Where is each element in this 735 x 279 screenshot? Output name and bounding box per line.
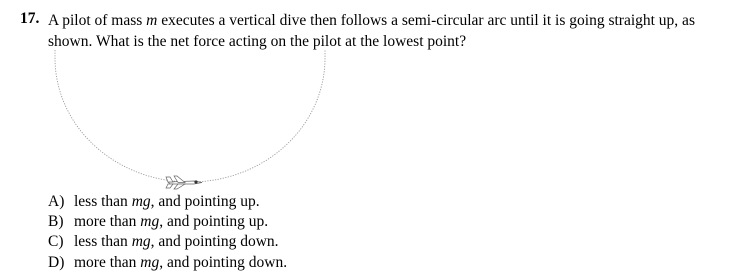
choice-c[interactable] xyxy=(48,232,287,252)
choice-letter: C) xyxy=(48,233,64,251)
question-text xyxy=(48,10,728,52)
choice-text: more than xyxy=(74,213,141,231)
choice-text-end: , and pointing down. xyxy=(150,233,279,251)
choice-text-end: , and pointing up. xyxy=(159,213,269,231)
choice-letter: D) xyxy=(48,253,65,271)
choice-text: more than xyxy=(74,253,141,271)
mg-symbol: mg xyxy=(140,253,160,271)
jet-airplane-icon xyxy=(166,176,202,189)
answer-choices xyxy=(48,192,287,273)
choice-text-end: , and pointing down. xyxy=(159,253,288,271)
flight-path-arc xyxy=(55,50,325,182)
question-number: 17. xyxy=(20,10,40,27)
mass-symbol: m xyxy=(146,12,158,29)
choice-text: less than xyxy=(74,233,132,251)
choice-letter: A) xyxy=(48,193,65,210)
semicircular-arc-figure xyxy=(40,48,340,198)
choice-d[interactable] xyxy=(48,253,287,273)
mg-symbol: mg xyxy=(131,233,151,251)
choice-text: less than xyxy=(74,193,132,210)
choice-a[interactable] xyxy=(48,192,287,212)
choice-text-end: , and pointing up. xyxy=(150,193,260,210)
question-text-line-1: A pilot of mass m executes a vertical dive then follows a semi-circular arc until it is going straight up, as xyxy=(48,12,695,29)
mg-symbol: mg xyxy=(140,213,160,231)
mg-symbol: mg xyxy=(131,193,151,210)
choice-b[interactable] xyxy=(48,212,287,232)
question-text-line-2: shown. What is the net force acting on the pilot at the lowest point? xyxy=(48,33,467,50)
choice-letter: B) xyxy=(48,213,64,231)
